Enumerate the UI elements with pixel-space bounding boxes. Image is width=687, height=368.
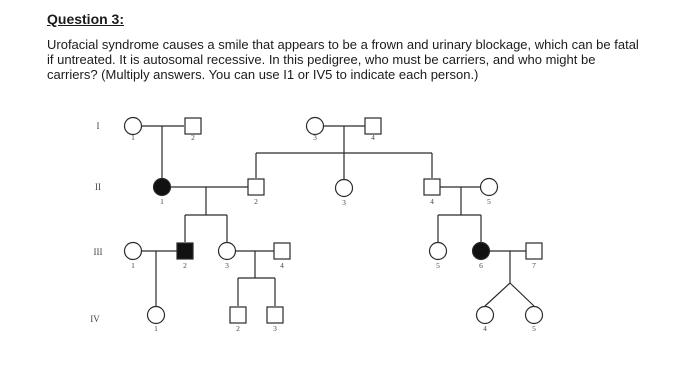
individual-III3 — [219, 243, 236, 260]
label-I2: 2 — [191, 133, 195, 142]
label-III4: 4 — [280, 261, 284, 270]
label-III5: 5 — [436, 261, 440, 270]
label-I1: 1 — [131, 133, 135, 142]
generation-label-I: I — [96, 121, 100, 131]
individual-I3 — [307, 118, 324, 135]
label-III6: 6 — [479, 261, 483, 270]
individual-III1 — [125, 243, 142, 260]
label-III7: 7 — [532, 261, 536, 270]
question-title: Question 3: — [47, 11, 125, 27]
question-text: Urofacial syndrome causes a smile that appears to be a frown and urinary blockage, which can be fatal if untreated. It is autosomal recessive. In this pedigree, who must be carriers, and who might be carriers? (Multiply answers. You can use I1 or IV5 to indicate each person.) — [47, 37, 639, 82]
label-II2: 2 — [254, 197, 258, 206]
label-II4: 4 — [430, 197, 434, 206]
individual-IV2 — [230, 307, 246, 323]
individual-III4 — [274, 243, 290, 259]
label-III2: 2 — [183, 261, 187, 270]
individual-IV5 — [526, 307, 543, 324]
label-II1: 1 — [160, 197, 164, 206]
label-II3: 3 — [342, 198, 346, 207]
individual-III7 — [526, 243, 542, 259]
label-II5: 5 — [487, 197, 491, 206]
individual-III2 — [177, 243, 193, 259]
label-IV1: 1 — [154, 324, 158, 333]
individual-IV3 — [267, 307, 283, 323]
label-I4: 4 — [371, 133, 375, 142]
individual-II4 — [424, 179, 440, 195]
twin-line-IV4 — [485, 283, 510, 306]
pedigree-lines — [141, 126, 534, 307]
individual-III6 — [473, 243, 490, 260]
label-III3: 3 — [225, 261, 229, 270]
individual-IV4 — [477, 307, 494, 324]
twin-line-IV5 — [510, 283, 534, 306]
generation-label-III: III — [93, 247, 103, 257]
individual-II2 — [248, 179, 264, 195]
label-IV5: 5 — [532, 324, 536, 333]
individual-I4 — [365, 118, 381, 134]
generation-label-IV: IV — [90, 314, 100, 324]
label-III1: 1 — [131, 261, 135, 270]
label-IV3: 3 — [273, 324, 277, 333]
individual-II3 — [336, 180, 353, 197]
individual-II1 — [154, 179, 171, 196]
label-IV4: 4 — [483, 324, 487, 333]
individual-I1 — [125, 118, 142, 135]
generation-label-II: II — [95, 182, 101, 192]
individual-II5 — [481, 179, 498, 196]
pedigree-symbols — [125, 118, 543, 324]
individual-IV1 — [148, 307, 165, 324]
label-IV2: 2 — [236, 324, 240, 333]
label-I3: 3 — [313, 133, 317, 142]
individual-III5 — [430, 243, 447, 260]
individual-I2 — [185, 118, 201, 134]
